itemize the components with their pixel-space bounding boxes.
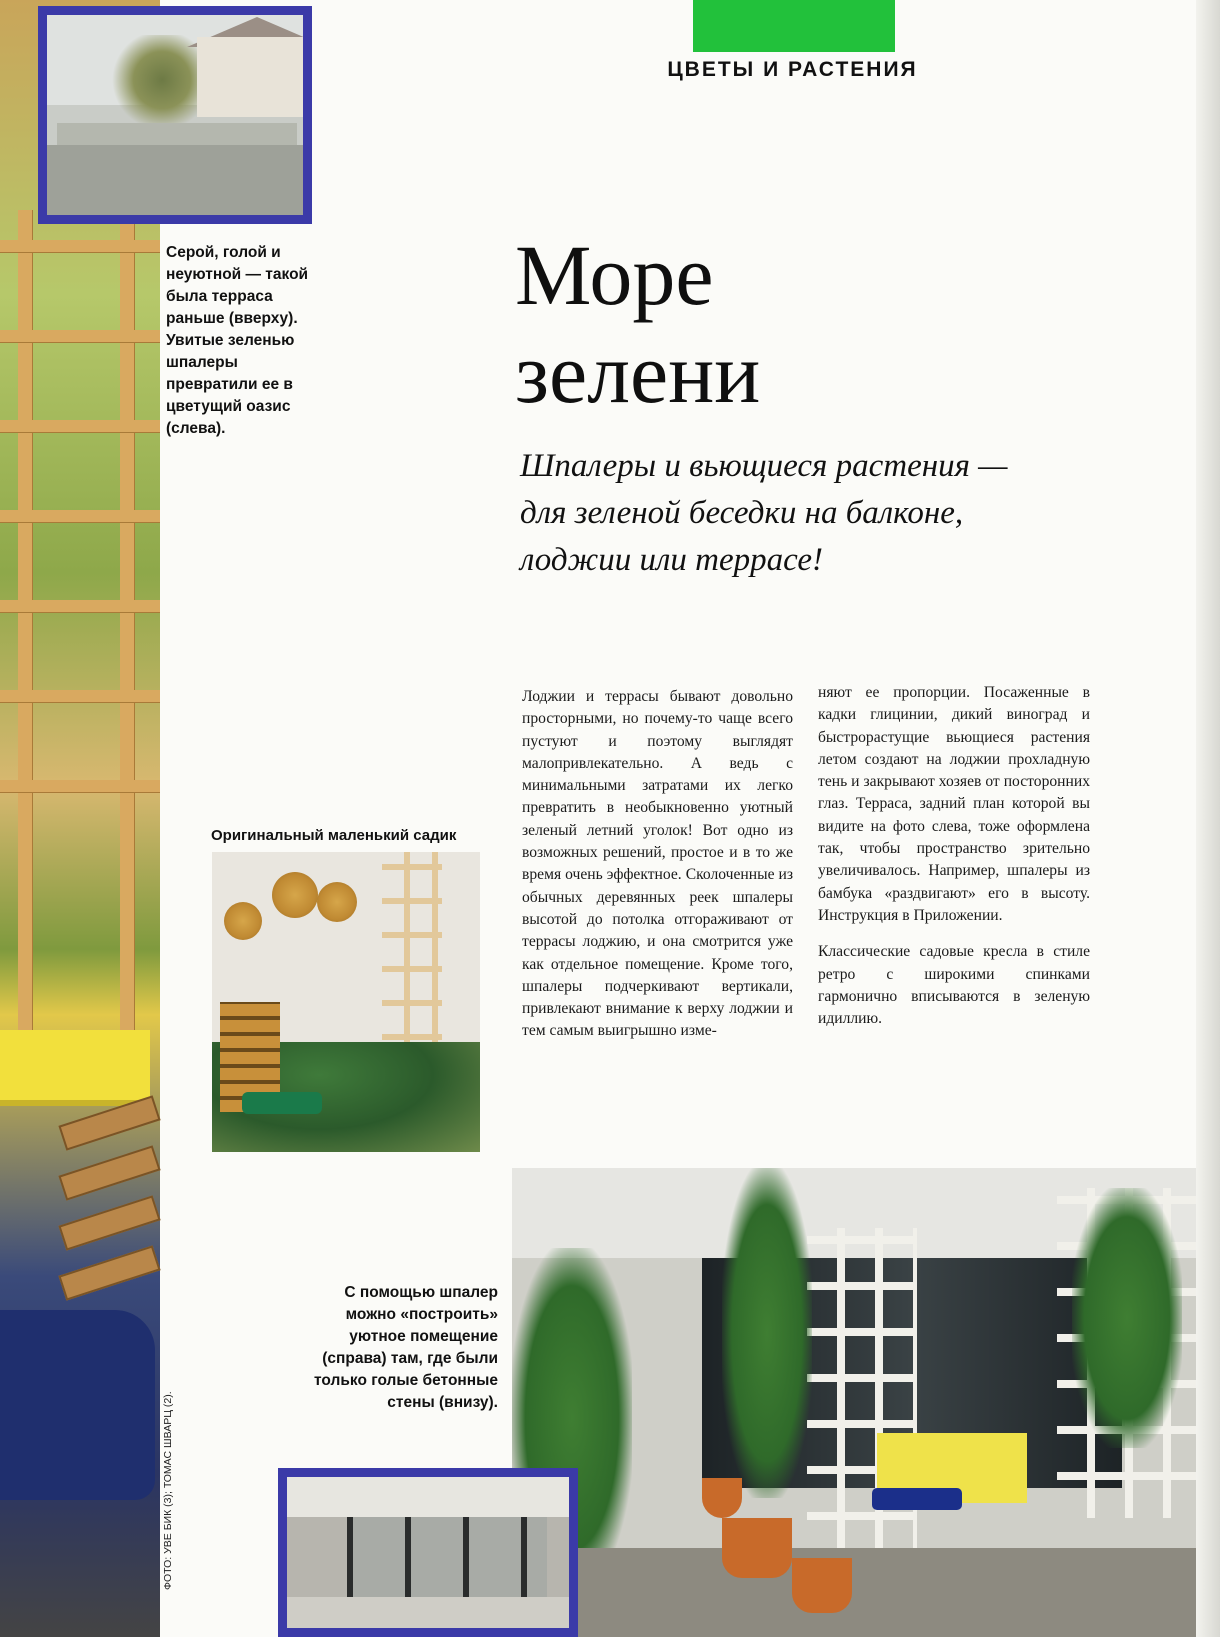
photo-credit: ФОТО: УВЕ БИК (3); ТОМАС ШВАРЦ (2). — [162, 1391, 174, 1590]
subhead-line: Шпалеры и вьющиеся растения — — [520, 448, 1008, 484]
headline — [515, 226, 875, 422]
trellis-rail — [0, 690, 160, 702]
body-paragraph: Классические садовые кресла в стиле ретро с широкими спинками гармонично вписываются в зеленую идиллию. — [818, 943, 1090, 1028]
section-color-tab — [693, 0, 895, 52]
caption-garden: Оригинальный маленький садик — [211, 827, 457, 844]
body-paragraph: няют ее пропорции. Посаженные в кадки глицинии, дикий виноград и быстрорастущие вьющиеся растения летом создают на лоджии прохладную тень и закрывают хозяев от посторонних глаз. Терраса, задний план которой вы видите на фото слева, тоже оформлена так, чтобы пространство зрительно увеличивалось. Например, шпалеры из бамбука «раздвигают» его в высоту. Инструкция в Приложении. — [818, 684, 1090, 924]
blue-cushion — [0, 1310, 155, 1500]
trellis-rail — [0, 330, 160, 342]
small-garden-photo — [212, 852, 480, 1152]
trellis-rail — [0, 240, 160, 252]
caption-before-after: Серой, голой и неуютной — такой была терраса раньше (вверху). Увитые зеленью шпалеры превратили ее в цветущий оазис (слева). — [166, 244, 309, 437]
subhead-line: для зеленой беседки на балконе, — [520, 495, 964, 531]
headline-line: Море — [515, 227, 714, 323]
green-terrace-photo — [512, 1168, 1220, 1637]
chair-slat — [58, 1145, 160, 1200]
chair-slat — [58, 1245, 160, 1300]
trellis-rail — [0, 780, 160, 792]
headline-line: зелени — [515, 325, 761, 421]
trellis-rail — [0, 420, 160, 432]
concrete-before-photo — [278, 1468, 578, 1637]
body-paragraph: Лоджии и террасы бывают довольно просторными, но почему-то чаще всего пустуют и поэтому выглядят малопривлекательно. А ведь с минимальными затратами их легко превратить в необыкновенно уютный зеленый летний уголок! Вот одно из возможных решений, простое и в то же время очень эффектное. Сколоченные из обычных деревянных реек шпалеры высотой до потолка отгораживают от террасы лоджию, и она смотрится уже как отдельное помещение. Кроме того, шпалеры подчеркивают вертикали, привлекают внимание к верху лоджии и тем самым выигрышно изме- — [522, 688, 793, 1040]
trellis-rail — [0, 600, 160, 612]
article-column-1 — [522, 686, 793, 1043]
caption-trellis-room: С помощью шпалер можно «построить» уютное помещение (справа) там, где были только голые бетонные стены (внизу). — [314, 1284, 498, 1411]
subheadline — [520, 443, 1050, 584]
article-column-2 — [818, 682, 1090, 1044]
trellis-rail — [0, 510, 160, 522]
left-terrace-photo — [0, 0, 160, 1637]
yellow-table — [0, 1030, 150, 1106]
subhead-line: лоджии или террасе! — [520, 542, 823, 578]
page-edge — [1196, 0, 1220, 1637]
section-title: ЦВЕТЫ И РАСТЕНИЯ — [667, 58, 918, 81]
chair-slat — [58, 1195, 160, 1250]
terrace-before-photo — [38, 6, 312, 224]
